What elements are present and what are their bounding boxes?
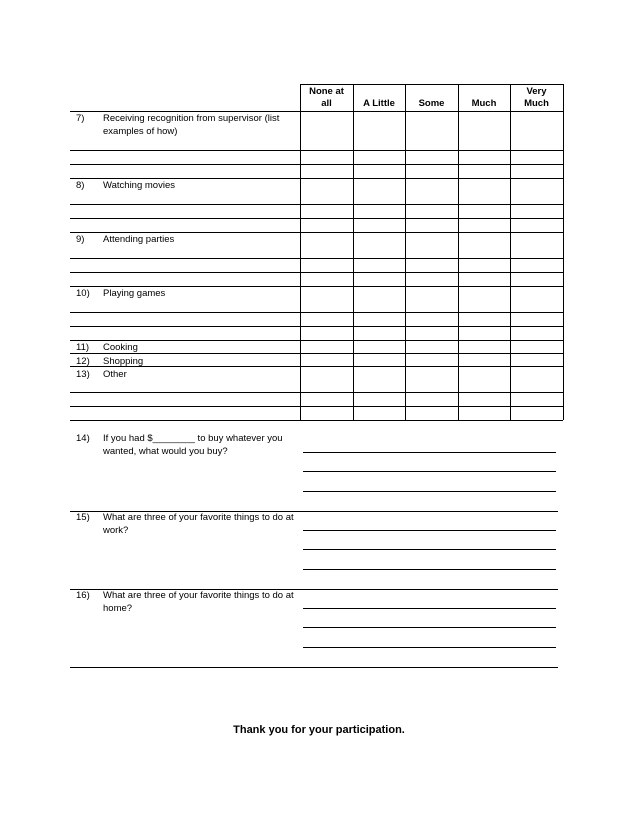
column-header: Much <box>524 98 549 109</box>
answer-line[interactable] <box>303 569 556 570</box>
thank-you-note: Thank you for your participation. <box>233 724 405 736</box>
column-divider <box>353 84 354 420</box>
column-divider <box>300 84 301 420</box>
column-divider <box>405 84 406 420</box>
row-line <box>70 272 563 273</box>
row-line <box>70 406 563 407</box>
item-number: 7) <box>76 113 85 124</box>
column-header: all <box>321 98 332 109</box>
question-number: 16) <box>76 590 90 601</box>
row-line <box>70 258 563 259</box>
answer-line[interactable] <box>303 608 556 609</box>
item-number: 11) <box>76 342 90 353</box>
item-label: Receiving recognition from supervisor (list examples of how) <box>103 113 280 137</box>
item-label: Attending parties <box>103 234 175 245</box>
question-number: 15) <box>76 512 90 523</box>
question-text: What are three of your favorite things to do at work? <box>103 512 294 536</box>
row-line <box>70 204 563 205</box>
item-number: 10) <box>76 288 90 299</box>
question-text: What are three of your favorite things to do at home? <box>103 590 294 614</box>
row-line <box>70 392 563 393</box>
row-line <box>70 164 563 165</box>
answer-line[interactable] <box>303 491 556 492</box>
row-line <box>70 286 563 287</box>
row-line <box>70 178 563 179</box>
row-line <box>70 420 563 421</box>
answer-line[interactable] <box>303 530 556 531</box>
column-header: A Little <box>363 98 395 109</box>
row-line <box>70 218 563 219</box>
answer-line[interactable] <box>303 627 556 628</box>
row-line <box>70 312 563 313</box>
column-header: Much <box>471 98 497 109</box>
item-label: Cooking <box>103 342 138 353</box>
answer-line[interactable] <box>303 647 556 648</box>
question-text: If you had $________ to buy whatever you wanted, what would you buy? <box>103 433 283 457</box>
column-divider <box>563 84 564 420</box>
column-header: Some <box>418 98 445 109</box>
header-bottom-line <box>70 111 563 112</box>
column-header: Very <box>526 86 547 97</box>
item-label: Playing games <box>103 288 166 299</box>
item-number: 8) <box>76 180 85 191</box>
column-divider <box>458 84 459 420</box>
question-number: 14) <box>76 433 90 444</box>
answer-line[interactable] <box>303 549 556 550</box>
row-line <box>70 340 563 341</box>
item-label: Shopping <box>103 355 144 367</box>
column-header: None at <box>309 86 344 97</box>
item-number: 12) <box>76 355 90 367</box>
item-number: 13) <box>76 369 90 380</box>
row-line <box>70 232 563 233</box>
item-label: Other <box>103 369 127 380</box>
item-number: 9) <box>76 234 85 245</box>
answer-line[interactable] <box>70 667 558 668</box>
row-line <box>70 326 563 327</box>
row-line <box>70 150 563 151</box>
header-top-line <box>300 84 563 85</box>
item-label: Watching movies <box>103 180 175 191</box>
column-divider <box>510 84 511 420</box>
answer-line[interactable] <box>303 471 556 472</box>
answer-line[interactable] <box>303 452 556 453</box>
